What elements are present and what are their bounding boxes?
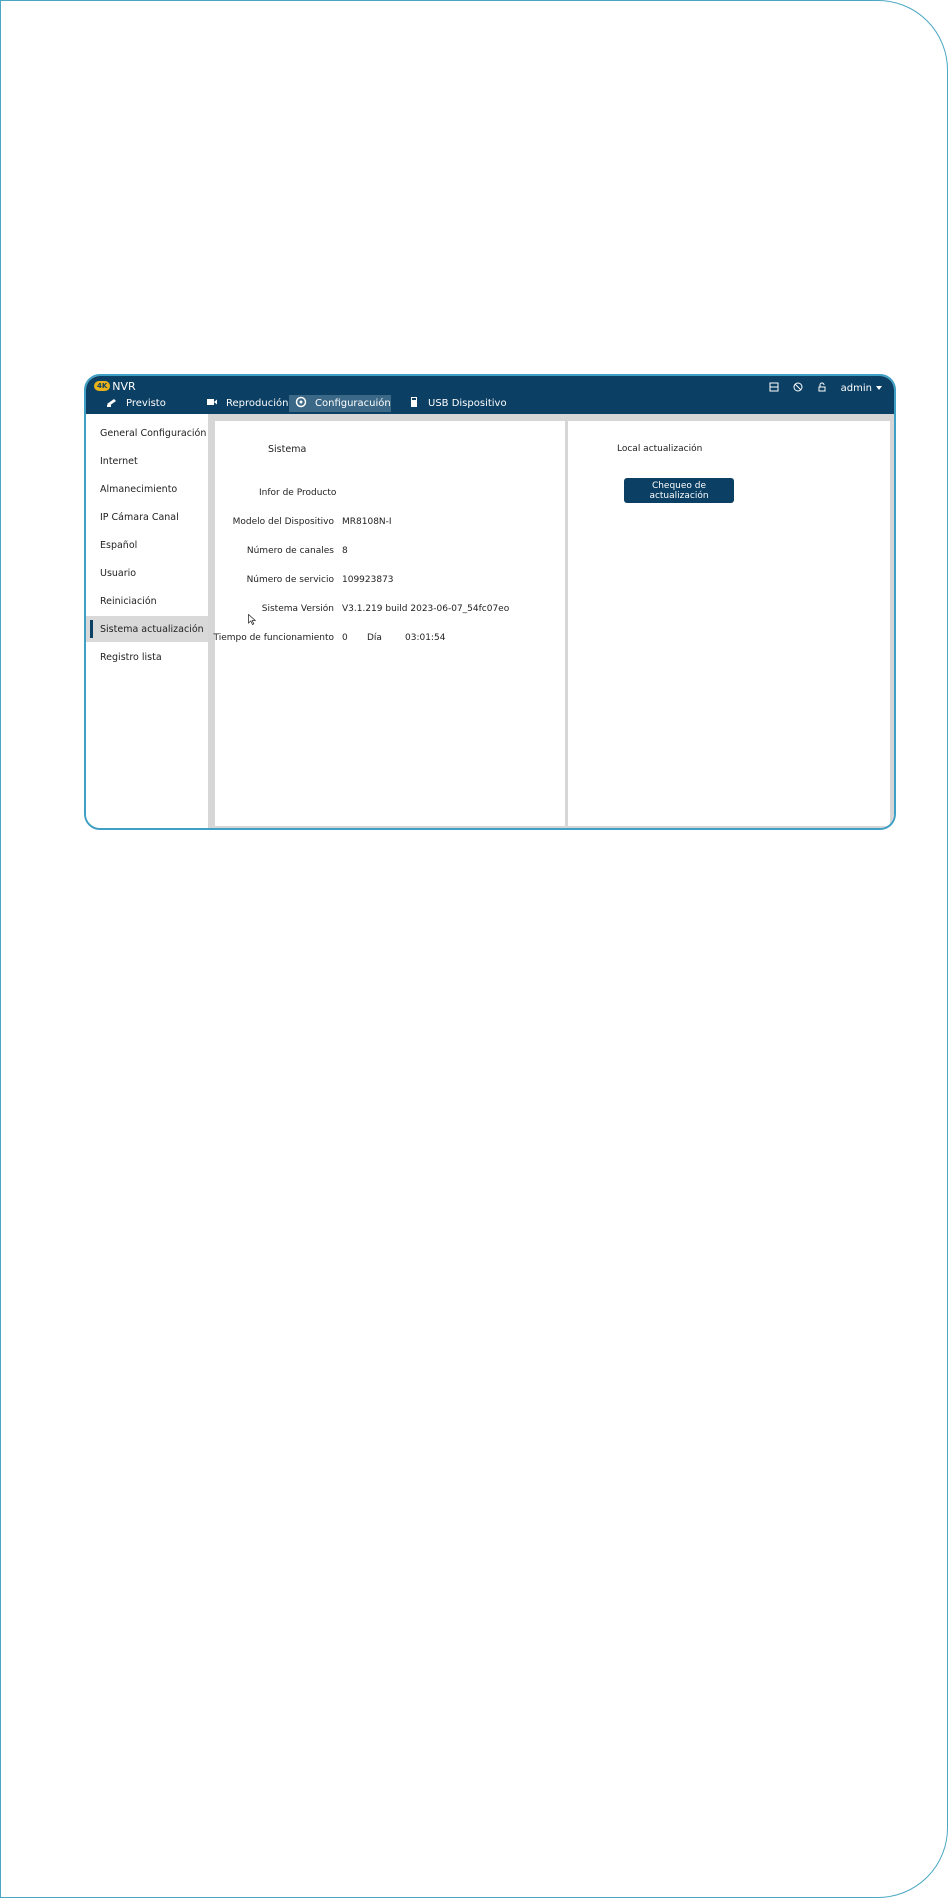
lock-icon[interactable] bbox=[817, 382, 827, 395]
logo-badge: 4K bbox=[94, 381, 110, 391]
info-row-uptime bbox=[215, 633, 565, 647]
sidebar-item-usuario[interactable] bbox=[86, 560, 208, 586]
section-title-local-actualizacion: Local actualización bbox=[617, 444, 703, 454]
user-menu[interactable] bbox=[841, 383, 882, 394]
info-value: V3.1.219 build 2023-06-07_54fc07eo bbox=[342, 604, 510, 614]
logo-text: NVR bbox=[112, 379, 136, 393]
info-label: Tiempo de funcionamiento bbox=[213, 633, 334, 643]
usb-icon bbox=[408, 396, 420, 411]
nvr-window bbox=[84, 374, 896, 830]
sidebar-item-label: Almanecimiento bbox=[100, 483, 178, 495]
sidebar-item-label: General Configuración bbox=[100, 427, 207, 439]
sidebar-item-reiniciacion[interactable] bbox=[86, 588, 208, 614]
sidebar-item-label: Internet bbox=[100, 455, 138, 467]
tab-label: Configuracuión bbox=[315, 398, 391, 409]
sidebar-item-almacenamiento[interactable] bbox=[86, 476, 208, 502]
tab-label: Reprodución bbox=[226, 398, 289, 409]
info-value: 8 bbox=[342, 546, 348, 556]
tab-reproduccion[interactable] bbox=[200, 395, 294, 412]
section-title-sistema: Sistema bbox=[268, 444, 307, 455]
tab-label: USB Dispositivo bbox=[428, 398, 507, 409]
content-area bbox=[86, 414, 894, 830]
settings-icon bbox=[295, 396, 307, 411]
product-info-label: Infor de Producto bbox=[259, 488, 337, 498]
sidebar-item-registro[interactable] bbox=[86, 644, 208, 670]
uptime-unit: Día bbox=[367, 633, 382, 643]
sidebar-item-ip-camara[interactable] bbox=[86, 504, 208, 530]
mouse-cursor-icon bbox=[248, 610, 256, 621]
info-label: Número de canales bbox=[246, 546, 334, 556]
sidebar-item-idioma[interactable] bbox=[86, 532, 208, 558]
top-right-controls bbox=[769, 380, 882, 396]
sidebar-item-label: Reiniciación bbox=[100, 595, 157, 607]
uptime-time: 03:01:54 bbox=[405, 633, 446, 643]
sidebar-item-internet[interactable] bbox=[86, 448, 208, 474]
info-value: MR8108N-I bbox=[342, 517, 392, 527]
sidebar-item-label: IP Cámara Canal bbox=[100, 511, 179, 523]
sidebar-item-label: Sistema actualización bbox=[100, 623, 204, 635]
nav-tabs bbox=[86, 395, 894, 412]
info-row-version bbox=[215, 604, 565, 618]
info-label: Modelo del Dispositivo bbox=[232, 517, 334, 527]
uptime-days: 0 bbox=[342, 633, 348, 643]
local-update-panel bbox=[568, 421, 890, 826]
chevron-down-icon bbox=[876, 386, 882, 390]
tab-configuracion[interactable] bbox=[289, 395, 391, 412]
sidebar-item-label: Español bbox=[100, 539, 138, 551]
info-row-modelo bbox=[215, 517, 565, 531]
sidebar-item-sistema-actualizacion[interactable] bbox=[86, 616, 208, 642]
network-off-icon[interactable] bbox=[793, 382, 803, 395]
info-row-servicio bbox=[215, 575, 565, 589]
info-label: Número de servicio bbox=[246, 575, 334, 585]
sidebar-item-label: Usuario bbox=[100, 567, 137, 579]
sidebar-item-label: Registro lista bbox=[100, 651, 162, 663]
tab-previsto[interactable] bbox=[100, 395, 172, 412]
info-label: Sistema Versión bbox=[261, 604, 334, 614]
sidebar-item-general[interactable] bbox=[86, 420, 208, 446]
info-row-canales bbox=[215, 546, 565, 560]
app-logo bbox=[94, 379, 136, 393]
video-icon bbox=[206, 396, 218, 411]
top-bar bbox=[86, 376, 894, 414]
username: admin bbox=[840, 382, 872, 394]
storage-icon[interactable] bbox=[769, 382, 779, 395]
tab-label: Previsto bbox=[126, 398, 166, 409]
camera-icon bbox=[106, 396, 118, 411]
settings-sidebar bbox=[86, 414, 208, 830]
check-update-button[interactable]: Chequeo de actualización bbox=[624, 478, 734, 503]
tab-usb-dispositivo[interactable] bbox=[402, 395, 513, 412]
system-info-panel bbox=[215, 421, 565, 826]
info-value: 109923873 bbox=[342, 575, 394, 585]
